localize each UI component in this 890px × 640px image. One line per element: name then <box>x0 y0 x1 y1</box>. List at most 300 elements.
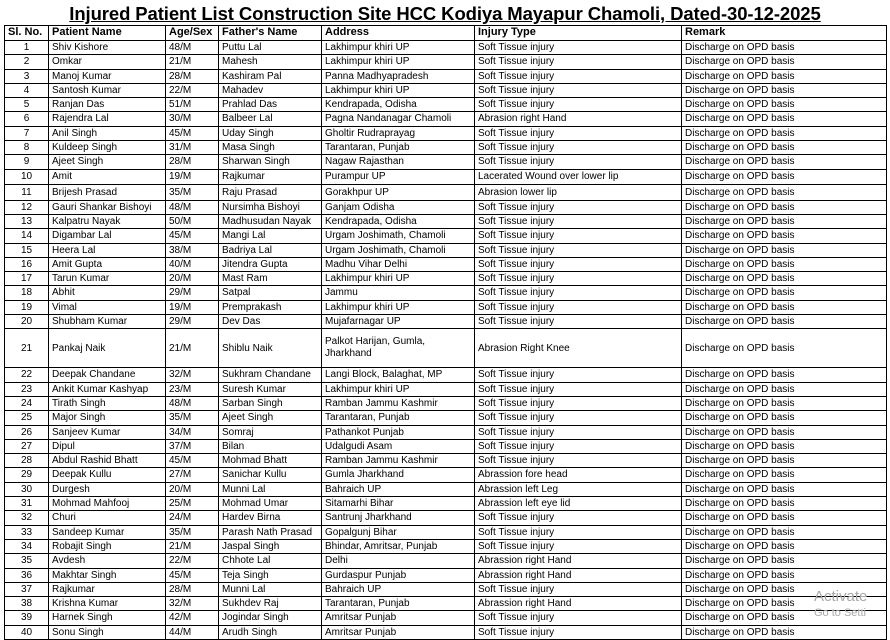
cell-remark: Discharge on OPD basis <box>682 482 887 496</box>
cell-injury-type: Soft Tissue injury <box>475 368 682 382</box>
cell-patient-name: Abhit <box>49 286 166 300</box>
cell-remark: Discharge on OPD basis <box>682 625 887 639</box>
cell-address: Purampur UP <box>322 169 475 185</box>
cell-fathers-name: Sharwan Singh <box>219 155 322 169</box>
cell-injury-type: Soft Tissue injury <box>475 396 682 410</box>
cell-fathers-name: Arudh Singh <box>219 625 322 639</box>
cell-age-sex: 28/M <box>166 69 219 83</box>
cell-address: Tarantaran, Punjab <box>322 411 475 425</box>
cell-sl-no: 2 <box>5 55 49 69</box>
table-row <box>5 112 887 126</box>
cell-patient-name: Vimal <box>49 300 166 314</box>
cell-fathers-name: Mast Ram <box>219 272 322 286</box>
column-header-patient-name: Patient Name <box>49 26 166 41</box>
cell-remark: Discharge on OPD basis <box>682 155 887 169</box>
cell-fathers-name: Kashiram Pal <box>219 69 322 83</box>
cell-age-sex: 35/M <box>166 525 219 539</box>
cell-fathers-name: Mahesh <box>219 55 322 69</box>
cell-patient-name: Sonu Singh <box>49 625 166 639</box>
table-row <box>5 55 887 69</box>
cell-patient-name: Dipul <box>49 439 166 453</box>
cell-injury-type: Soft Tissue injury <box>475 155 682 169</box>
cell-patient-name: Deepak Chandane <box>49 368 166 382</box>
cell-patient-name: Robajit Singh <box>49 539 166 553</box>
cell-patient-name: Durgesh <box>49 482 166 496</box>
cell-injury-type: Soft Tissue injury <box>475 382 682 396</box>
cell-injury-type: Soft Tissue injury <box>475 69 682 83</box>
cell-patient-name: Rajendra Lal <box>49 112 166 126</box>
cell-sl-no: 27 <box>5 439 49 453</box>
cell-address: Lakhimpur khiri UP <box>322 83 475 97</box>
cell-patient-name: Tarun Kumar <box>49 272 166 286</box>
cell-injury-type: Soft Tissue injury <box>475 286 682 300</box>
cell-injury-type: Soft Tissue injury <box>475 511 682 525</box>
cell-injury-type: Soft Tissue injury <box>475 41 682 55</box>
table-row <box>5 425 887 439</box>
cell-age-sex: 27/M <box>166 468 219 482</box>
cell-fathers-name: Sanichar Kullu <box>219 468 322 482</box>
cell-fathers-name: Prahlad Das <box>219 98 322 112</box>
cell-remark: Discharge on OPD basis <box>682 582 887 596</box>
cell-fathers-name: Ajeet Singh <box>219 411 322 425</box>
cell-sl-no: 6 <box>5 112 49 126</box>
table-row <box>5 41 887 55</box>
table-row <box>5 185 887 201</box>
cell-age-sex: 25/M <box>166 497 219 511</box>
cell-sl-no: 13 <box>5 214 49 228</box>
cell-injury-type: Soft Tissue injury <box>475 425 682 439</box>
cell-remark: Discharge on OPD basis <box>682 411 887 425</box>
cell-fathers-name: Satpal <box>219 286 322 300</box>
cell-injury-type: Soft Tissue injury <box>475 55 682 69</box>
cell-sl-no: 14 <box>5 229 49 243</box>
cell-injury-type: Soft Tissue injury <box>475 257 682 271</box>
cell-address: Lakhimpur khiri UP <box>322 41 475 55</box>
cell-address: Santrunj Jharkhand <box>322 511 475 525</box>
cell-age-sex: 21/M <box>166 329 219 368</box>
cell-fathers-name: Munni Lal <box>219 582 322 596</box>
cell-fathers-name: Masa Singh <box>219 141 322 155</box>
cell-sl-no: 29 <box>5 468 49 482</box>
cell-address: Amritsar Punjab <box>322 625 475 639</box>
cell-sl-no: 28 <box>5 454 49 468</box>
table-row <box>5 286 887 300</box>
table-row <box>5 300 887 314</box>
cell-injury-type: Soft Tissue injury <box>475 454 682 468</box>
cell-fathers-name: Jaspal Singh <box>219 539 322 553</box>
cell-patient-name: Tirath Singh <box>49 396 166 410</box>
cell-injury-type: Soft Tissue injury <box>475 229 682 243</box>
cell-patient-name: Sanjeev Kumar <box>49 425 166 439</box>
cell-age-sex: 30/M <box>166 112 219 126</box>
cell-injury-type: Abrassion right Hand <box>475 568 682 582</box>
cell-age-sex: 48/M <box>166 396 219 410</box>
cell-address: Delhi <box>322 554 475 568</box>
table-row <box>5 382 887 396</box>
cell-address: Udalgudi Asam <box>322 439 475 453</box>
cell-fathers-name: Chhote Lal <box>219 554 322 568</box>
cell-address: Kendrapada, Odisha <box>322 214 475 228</box>
cell-fathers-name: Mohmad Bhatt <box>219 454 322 468</box>
cell-injury-type: Soft Tissue injury <box>475 200 682 214</box>
cell-patient-name: Shiv Kishore <box>49 41 166 55</box>
table-row <box>5 482 887 496</box>
cell-patient-name: Krishna Kumar <box>49 597 166 611</box>
cell-injury-type: Abrasion Right Knee <box>475 329 682 368</box>
cell-remark: Discharge on OPD basis <box>682 597 887 611</box>
cell-address: Palkot Harijan, Gumla, Jharkhand <box>322 329 475 368</box>
table-row <box>5 229 887 243</box>
cell-address: Gumla Jharkhand <box>322 468 475 482</box>
cell-patient-name: Deepak Kullu <box>49 468 166 482</box>
cell-fathers-name: Suresh Kumar <box>219 382 322 396</box>
cell-sl-no: 30 <box>5 482 49 496</box>
table-row <box>5 439 887 453</box>
cell-sl-no: 38 <box>5 597 49 611</box>
cell-remark: Discharge on OPD basis <box>682 454 887 468</box>
cell-age-sex: 29/M <box>166 315 219 329</box>
column-header-remark: Remark <box>682 26 887 41</box>
cell-fathers-name: Raju Prasad <box>219 185 322 201</box>
cell-remark: Discharge on OPD basis <box>682 300 887 314</box>
column-header-age-sex: Age/Sex <box>166 26 219 41</box>
table-body <box>5 41 887 640</box>
cell-sl-no: 12 <box>5 200 49 214</box>
table-row <box>5 329 887 368</box>
cell-remark: Discharge on OPD basis <box>682 141 887 155</box>
cell-sl-no: 17 <box>5 272 49 286</box>
cell-sl-no: 11 <box>5 185 49 201</box>
cell-sl-no: 24 <box>5 396 49 410</box>
cell-remark: Discharge on OPD basis <box>682 55 887 69</box>
cell-address: Lakhimpur khiri UP <box>322 55 475 69</box>
cell-fathers-name: Badriya Lal <box>219 243 322 257</box>
cell-patient-name: Shubham Kumar <box>49 315 166 329</box>
cell-age-sex: 38/M <box>166 243 219 257</box>
cell-sl-no: 16 <box>5 257 49 271</box>
column-header-sl-no: Sl. No. <box>5 26 49 41</box>
table-row <box>5 468 887 482</box>
cell-sl-no: 26 <box>5 425 49 439</box>
cell-fathers-name: Munni Lal <box>219 482 322 496</box>
cell-injury-type: Abrassion fore head <box>475 468 682 482</box>
cell-remark: Discharge on OPD basis <box>682 568 887 582</box>
table-row <box>5 497 887 511</box>
cell-remark: Discharge on OPD basis <box>682 329 887 368</box>
cell-sl-no: 1 <box>5 41 49 55</box>
cell-remark: Discharge on OPD basis <box>682 200 887 214</box>
cell-fathers-name: Jitendra Gupta <box>219 257 322 271</box>
cell-patient-name: Avdesh <box>49 554 166 568</box>
table-row <box>5 568 887 582</box>
table-row <box>5 611 887 625</box>
table-row <box>5 69 887 83</box>
cell-injury-type: Abrassion left eye lid <box>475 497 682 511</box>
cell-sl-no: 37 <box>5 582 49 596</box>
cell-patient-name: Mohmad Mahfooj <box>49 497 166 511</box>
cell-remark: Discharge on OPD basis <box>682 83 887 97</box>
cell-fathers-name: Hardev Birna <box>219 511 322 525</box>
table-row <box>5 368 887 382</box>
column-header-address: Address <box>322 26 475 41</box>
cell-age-sex: 51/M <box>166 98 219 112</box>
page-title: Injured Patient List Construction Site HCC Kodiya Mayapur Chamoli, Dated-30-12-2025 <box>69 3 821 24</box>
cell-injury-type: Soft Tissue injury <box>475 611 682 625</box>
patient-table <box>4 25 887 640</box>
cell-age-sex: 21/M <box>166 55 219 69</box>
cell-fathers-name: Parash Nath Prasad <box>219 525 322 539</box>
cell-age-sex: 48/M <box>166 41 219 55</box>
cell-address: Ramban Jammu Kashmir <box>322 454 475 468</box>
cell-age-sex: 34/M <box>166 425 219 439</box>
cell-patient-name: Santosh Kumar <box>49 83 166 97</box>
cell-patient-name: Abdul Rashid Bhatt <box>49 454 166 468</box>
table-row <box>5 169 887 185</box>
cell-fathers-name: Madhusudan Nayak <box>219 214 322 228</box>
cell-patient-name: Ajeet Singh <box>49 155 166 169</box>
cell-fathers-name: Mahadev <box>219 83 322 97</box>
cell-injury-type: Soft Tissue injury <box>475 214 682 228</box>
table-row <box>5 511 887 525</box>
cell-address: Nagaw Rajasthan <box>322 155 475 169</box>
cell-address: Gholtir Rudraprayag <box>322 126 475 140</box>
cell-injury-type: Soft Tissue injury <box>475 126 682 140</box>
cell-sl-no: 31 <box>5 497 49 511</box>
cell-remark: Discharge on OPD basis <box>682 439 887 453</box>
cell-address: Ganjam Odisha <box>322 200 475 214</box>
cell-fathers-name: Mohmad Umar <box>219 497 322 511</box>
cell-patient-name: Ankit Kumar Kashyap <box>49 382 166 396</box>
cell-age-sex: 35/M <box>166 185 219 201</box>
cell-sl-no: 23 <box>5 382 49 396</box>
table-row <box>5 315 887 329</box>
cell-remark: Discharge on OPD basis <box>682 229 887 243</box>
cell-injury-type: Soft Tissue injury <box>475 243 682 257</box>
table-row <box>5 214 887 228</box>
cell-patient-name: Pankaj Naik <box>49 329 166 368</box>
cell-address: Gopalgunj Bihar <box>322 525 475 539</box>
cell-sl-no: 10 <box>5 169 49 185</box>
cell-sl-no: 15 <box>5 243 49 257</box>
cell-age-sex: 45/M <box>166 229 219 243</box>
cell-address: Panna Madhyapradesh <box>322 69 475 83</box>
cell-fathers-name: Nursimha Bishoyi <box>219 200 322 214</box>
cell-sl-no: 4 <box>5 83 49 97</box>
cell-injury-type: Abrasion lower lip <box>475 185 682 201</box>
cell-remark: Discharge on OPD basis <box>682 214 887 228</box>
cell-injury-type: Soft Tissue injury <box>475 525 682 539</box>
cell-fathers-name: Rajkumar <box>219 169 322 185</box>
cell-address: Mujafarnagar UP <box>322 315 475 329</box>
table-row <box>5 257 887 271</box>
cell-age-sex: 31/M <box>166 141 219 155</box>
cell-remark: Discharge on OPD basis <box>682 396 887 410</box>
cell-patient-name: Churi <box>49 511 166 525</box>
cell-age-sex: 28/M <box>166 155 219 169</box>
cell-remark: Discharge on OPD basis <box>682 468 887 482</box>
cell-patient-name: Rajkumar <box>49 582 166 596</box>
cell-age-sex: 20/M <box>166 482 219 496</box>
cell-address: Amritsar Punjab <box>322 611 475 625</box>
cell-address: Bahraich UP <box>322 482 475 496</box>
cell-sl-no: 36 <box>5 568 49 582</box>
cell-address: Jammu <box>322 286 475 300</box>
watermark-line-1: Activate <box>814 588 868 605</box>
cell-fathers-name: Teja Singh <box>219 568 322 582</box>
cell-age-sex: 32/M <box>166 597 219 611</box>
cell-sl-no: 39 <box>5 611 49 625</box>
cell-sl-no: 9 <box>5 155 49 169</box>
cell-sl-no: 32 <box>5 511 49 525</box>
cell-fathers-name: Sarban Singh <box>219 396 322 410</box>
cell-sl-no: 22 <box>5 368 49 382</box>
watermark-line-2: Go to Setti <box>814 607 866 619</box>
table-header-row <box>5 26 887 41</box>
cell-sl-no: 5 <box>5 98 49 112</box>
cell-age-sex: 22/M <box>166 83 219 97</box>
table-row <box>5 554 887 568</box>
cell-age-sex: 20/M <box>166 272 219 286</box>
cell-patient-name: Kuldeep Singh <box>49 141 166 155</box>
cell-fathers-name: Shiblu Naik <box>219 329 322 368</box>
table-row <box>5 411 887 425</box>
cell-address: Tarantaran, Punjab <box>322 597 475 611</box>
column-header-injury-type: Injury Type <box>475 26 682 41</box>
cell-remark: Discharge on OPD basis <box>682 257 887 271</box>
cell-injury-type: Soft Tissue injury <box>475 439 682 453</box>
cell-address: Gurdaspur Punjab <box>322 568 475 582</box>
cell-patient-name: Manoj Kumar <box>49 69 166 83</box>
cell-address: Ramban Jammu Kashmir <box>322 396 475 410</box>
cell-injury-type: Soft Tissue injury <box>475 411 682 425</box>
cell-age-sex: 21/M <box>166 539 219 553</box>
cell-fathers-name: Uday Singh <box>219 126 322 140</box>
table-row <box>5 272 887 286</box>
cell-remark: Discharge on OPD basis <box>682 425 887 439</box>
cell-sl-no: 19 <box>5 300 49 314</box>
cell-remark: Discharge on OPD basis <box>682 525 887 539</box>
cell-remark: Discharge on OPD basis <box>682 126 887 140</box>
cell-remark: Discharge on OPD basis <box>682 69 887 83</box>
column-header-fathers-name: Father's Name <box>219 26 322 41</box>
cell-patient-name: Amit Gupta <box>49 257 166 271</box>
cell-patient-name: Sandeep Kumar <box>49 525 166 539</box>
cell-age-sex: 28/M <box>166 582 219 596</box>
table-row <box>5 396 887 410</box>
cell-remark: Discharge on OPD basis <box>682 243 887 257</box>
cell-injury-type: Soft Tissue injury <box>475 625 682 639</box>
cell-address: Langi Block, Balaghat, MP <box>322 368 475 382</box>
cell-injury-type: Soft Tissue injury <box>475 582 682 596</box>
cell-age-sex: 42/M <box>166 611 219 625</box>
cell-remark: Discharge on OPD basis <box>682 185 887 201</box>
cell-patient-name: Heera Lal <box>49 243 166 257</box>
table-row <box>5 625 887 639</box>
table-row <box>5 597 887 611</box>
cell-injury-type: Soft Tissue injury <box>475 98 682 112</box>
cell-age-sex: 23/M <box>166 382 219 396</box>
cell-age-sex: 45/M <box>166 126 219 140</box>
table-row <box>5 155 887 169</box>
cell-age-sex: 50/M <box>166 214 219 228</box>
cell-address: Urgam Joshimath, Chamoli <box>322 243 475 257</box>
cell-remark: Discharge on OPD basis <box>682 539 887 553</box>
cell-injury-type: Abrassion right Hand <box>475 597 682 611</box>
cell-address: Sitamarhi Bihar <box>322 497 475 511</box>
cell-injury-type: Soft Tissue injury <box>475 141 682 155</box>
cell-address: Gorakhpur UP <box>322 185 475 201</box>
cell-patient-name: Digambar Lal <box>49 229 166 243</box>
cell-fathers-name: Sukhram Chandane <box>219 368 322 382</box>
table-row <box>5 539 887 553</box>
cell-sl-no: 18 <box>5 286 49 300</box>
cell-injury-type: Soft Tissue injury <box>475 300 682 314</box>
cell-sl-no: 40 <box>5 625 49 639</box>
cell-fathers-name: Mangi Lal <box>219 229 322 243</box>
table-row <box>5 98 887 112</box>
cell-address: Madhu Vihar Delhi <box>322 257 475 271</box>
cell-age-sex: 40/M <box>166 257 219 271</box>
cell-address: Bahraich UP <box>322 582 475 596</box>
cell-age-sex: 44/M <box>166 625 219 639</box>
cell-patient-name: Omkar <box>49 55 166 69</box>
cell-remark: Discharge on OPD basis <box>682 554 887 568</box>
table-row <box>5 141 887 155</box>
cell-injury-type: Soft Tissue injury <box>475 83 682 97</box>
cell-address: Lakhimpur khiri UP <box>322 300 475 314</box>
cell-age-sex: 48/M <box>166 200 219 214</box>
table-row <box>5 243 887 257</box>
cell-age-sex: 32/M <box>166 368 219 382</box>
cell-fathers-name: Dev Das <box>219 315 322 329</box>
cell-address: Kendrapada, Odisha <box>322 98 475 112</box>
cell-remark: Discharge on OPD basis <box>682 272 887 286</box>
cell-remark: Discharge on OPD basis <box>682 611 887 625</box>
table-row <box>5 126 887 140</box>
cell-age-sex: 19/M <box>166 300 219 314</box>
cell-injury-type: Soft Tissue injury <box>475 539 682 553</box>
cell-remark: Discharge on OPD basis <box>682 511 887 525</box>
cell-fathers-name: Balbeer Lal <box>219 112 322 126</box>
cell-address: Urgam Joshimath, Chamoli <box>322 229 475 243</box>
cell-patient-name: Makhtar Singh <box>49 568 166 582</box>
cell-address: Lakhimpur khiri UP <box>322 272 475 286</box>
table-row <box>5 83 887 97</box>
cell-age-sex: 29/M <box>166 286 219 300</box>
cell-address: Bhindar, Amritsar, Punjab <box>322 539 475 553</box>
cell-sl-no: 33 <box>5 525 49 539</box>
cell-remark: Discharge on OPD basis <box>682 315 887 329</box>
cell-fathers-name: Puttu Lal <box>219 41 322 55</box>
cell-age-sex: 19/M <box>166 169 219 185</box>
cell-remark: Discharge on OPD basis <box>682 286 887 300</box>
cell-sl-no: 20 <box>5 315 49 329</box>
cell-age-sex: 37/M <box>166 439 219 453</box>
cell-patient-name: Anil Singh <box>49 126 166 140</box>
cell-sl-no: 3 <box>5 69 49 83</box>
cell-sl-no: 25 <box>5 411 49 425</box>
cell-address: Pagna Nandanagar Chamoli <box>322 112 475 126</box>
cell-sl-no: 34 <box>5 539 49 553</box>
cell-remark: Discharge on OPD basis <box>682 41 887 55</box>
cell-fathers-name: Sukhdev Raj <box>219 597 322 611</box>
table-row <box>5 525 887 539</box>
cell-patient-name: Brijesh Prasad <box>49 185 166 201</box>
cell-remark: Discharge on OPD basis <box>682 112 887 126</box>
cell-age-sex: 45/M <box>166 454 219 468</box>
cell-patient-name: Amit <box>49 169 166 185</box>
cell-fathers-name: Bilan <box>219 439 322 453</box>
